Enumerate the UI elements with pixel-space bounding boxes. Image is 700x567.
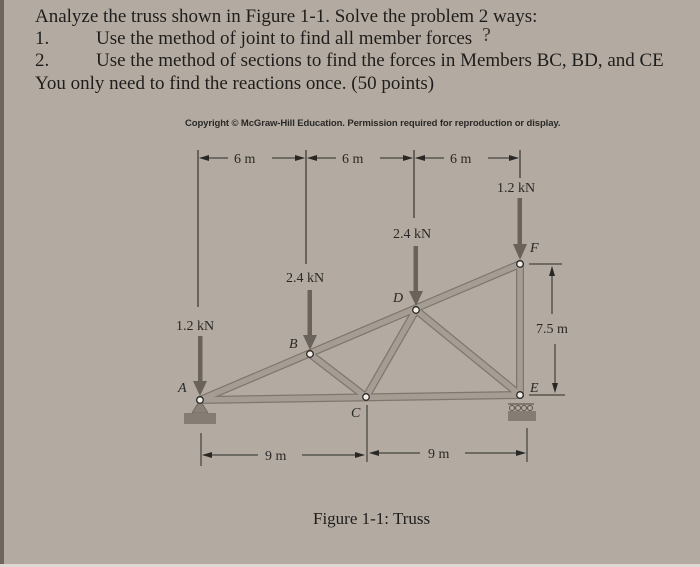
dim-top-2: 6 m (342, 152, 364, 167)
handwritten-question-mark: ? (482, 24, 491, 46)
load-D: 2.4 kN (393, 227, 432, 242)
load-F: 1.2 kN (497, 181, 536, 196)
label-D: D (393, 291, 404, 306)
truss-members (200, 264, 520, 400)
item-1-text: Use the method of joint to find all member forces (96, 28, 473, 49)
item-2-number: 2. (35, 50, 50, 71)
label-A: A (178, 381, 187, 396)
load-B: 2.4 kN (286, 271, 325, 286)
node-F (517, 261, 524, 268)
bottom-dimensions (201, 405, 527, 466)
label-B: B (289, 337, 298, 352)
node-C (363, 394, 370, 401)
node-D (413, 307, 420, 314)
node-B (307, 351, 314, 358)
item-2-text: Use the method of sections to find the forces in Members BC, BD, and CE (96, 50, 664, 71)
copyright-notice: Copyright © McGraw-Hill Education. Permission required for reproduction or display. (185, 118, 561, 129)
dim-top-1: 6 m (234, 152, 256, 167)
item-1-number: 1. (35, 28, 50, 49)
dim-bottom-2: 9 m (428, 447, 450, 462)
roller-support-E (508, 404, 536, 421)
node-E (517, 392, 524, 399)
dim-top-3: 6 m (450, 152, 472, 167)
problem-intro: Analyze the truss shown in Figure 1-1. Solve the problem 2 ways: (35, 6, 538, 27)
dim-bottom-1: 9 m (265, 449, 287, 464)
node-A (197, 397, 204, 404)
label-C: C (351, 406, 361, 421)
load-A: 1.2 kN (176, 319, 215, 334)
load-arrows (193, 198, 527, 396)
dim-height: 7.5 m (536, 322, 568, 337)
figure-caption: Figure 1-1: Truss (313, 509, 431, 528)
label-F: F (530, 241, 539, 256)
label-E: E (530, 381, 539, 396)
problem-note: You only need to find the reactions once. (50 points) (35, 73, 435, 94)
